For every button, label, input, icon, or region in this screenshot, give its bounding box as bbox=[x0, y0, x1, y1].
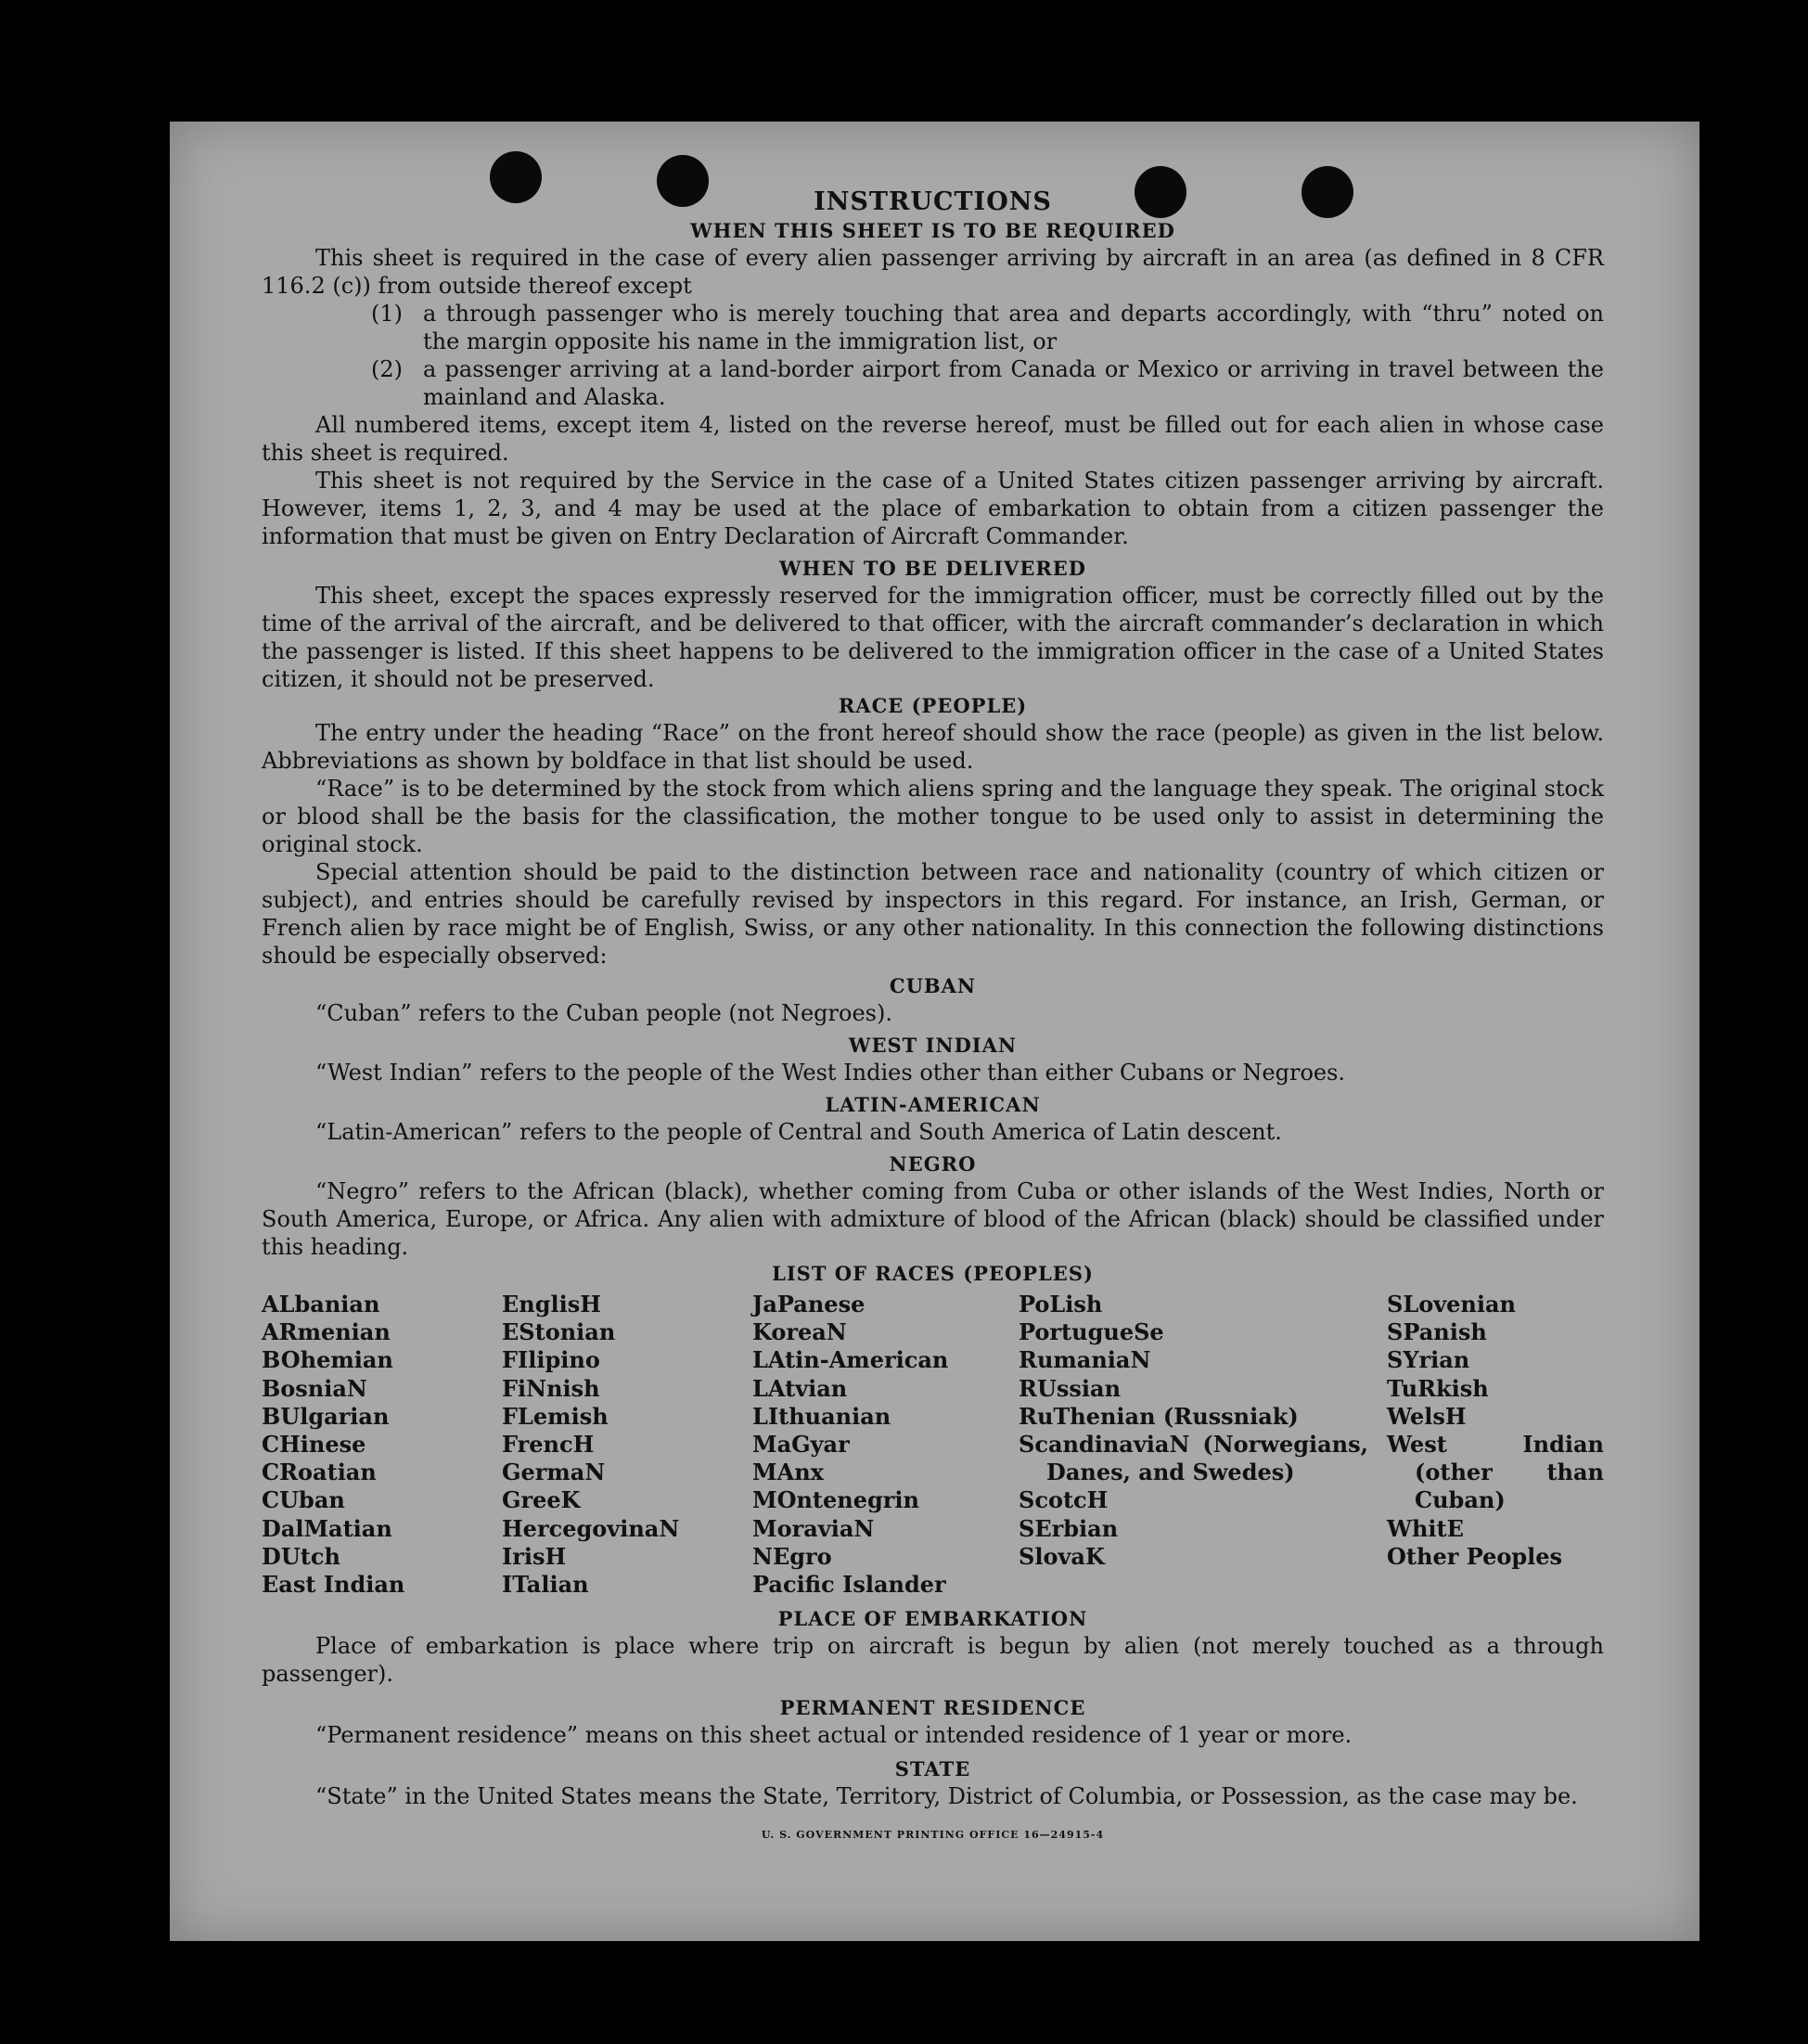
race-entry: ScotcH bbox=[1019, 1486, 1109, 1514]
paragraph: “State” in the United States means the State, Territory, District of Columbia, or Possession, as the case may be. bbox=[315, 1783, 1578, 1810]
section-heading: PERMANENT RESIDENCE bbox=[779, 1696, 1086, 1720]
race-entry: SYrian bbox=[1387, 1346, 1470, 1374]
paragraph: All numbered items, except item 4, listed on the reverse hereof, must be filled out for each alien in whose case this sheet is required. bbox=[262, 412, 1604, 466]
section-heading: LATIN-AMERICAN bbox=[825, 1093, 1041, 1116]
race-entry: FiNnish bbox=[502, 1374, 600, 1402]
race-entry: MAnx bbox=[752, 1459, 824, 1486]
races-column bbox=[752, 1291, 1019, 1599]
race-entry: ITalian bbox=[502, 1571, 589, 1599]
races-column bbox=[502, 1291, 752, 1599]
item-text: a passenger arriving at a land-border airport from Canada or Mexico or arriving in travel between the mainland and Alaska. bbox=[423, 356, 1604, 410]
race-entry: FLemish bbox=[502, 1402, 609, 1430]
paragraph: This sheet is required in the case of every alien passenger arriving by aircraft in an area (as defined in 8 CFR 116.2 (c)) from outside thereof except bbox=[262, 245, 1604, 299]
instructions-content bbox=[262, 186, 1604, 1849]
race-entry: CRoatian bbox=[262, 1459, 377, 1486]
race-entry: JaPanese bbox=[752, 1291, 866, 1318]
paragraph: “West Indian” refers to the people of the West Indies other than either Cubans or Negroes. bbox=[315, 1060, 1346, 1086]
race-entry: LAtin-American bbox=[752, 1346, 949, 1374]
race-entry: ARmenian bbox=[262, 1318, 391, 1346]
race-entry: West Indian (other than Cuban) bbox=[1387, 1431, 1604, 1514]
race-entry: WhitE bbox=[1387, 1514, 1464, 1542]
race-entry: BUlgarian bbox=[262, 1402, 390, 1430]
race-entry: ALbanian bbox=[262, 1291, 380, 1318]
document-sheet bbox=[170, 122, 1699, 1941]
race-entry: GermaN bbox=[502, 1459, 606, 1486]
race-entry: HercegovinaN bbox=[502, 1514, 680, 1542]
item-number: (2) bbox=[371, 356, 403, 382]
race-entry: NEgro bbox=[752, 1542, 832, 1570]
race-entry: IrisH bbox=[502, 1542, 567, 1570]
paragraph: “Cuban” refers to the Cuban people (not Negroes). bbox=[315, 1000, 892, 1026]
section-heading: NEGRO bbox=[889, 1152, 977, 1176]
race-entry: ScandinaviaN (Norwegians, Danes, and Swedes) bbox=[1019, 1431, 1368, 1486]
race-entry: RuThenian (Russniak) bbox=[1019, 1402, 1299, 1430]
paragraph: The entry under the heading “Race” on the front hereof should show the race (people) as given in the list below. Abbreviations as shown by boldface in that list should be used. bbox=[262, 720, 1604, 774]
paragraph: Special attention should be paid to the distinction between race and nationality (country of which citizen or subject), and entries should be carefully revised by inspectors in this regard. For instance, an Irish, German, or French alien by race might be of English, Swiss, or any other nationality. In this connection the following distinctions should be especially observed: bbox=[262, 859, 1604, 969]
race-entry: East Indian bbox=[262, 1571, 405, 1599]
race-entry: CUban bbox=[262, 1486, 345, 1514]
section-heading: WEST INDIAN bbox=[848, 1034, 1018, 1057]
races-column bbox=[262, 1291, 502, 1599]
race-entry: LIthuanian bbox=[752, 1402, 891, 1430]
race-entry: FIlipino bbox=[502, 1346, 600, 1374]
race-entry: KoreaN bbox=[752, 1318, 847, 1346]
race-entry: PortugueSe bbox=[1019, 1318, 1164, 1346]
paragraph: Place of embarkation is place where trip on aircraft is begun by alien (not merely touched as a through passenger). bbox=[262, 1633, 1604, 1688]
race-entry: SLovenian bbox=[1387, 1291, 1516, 1318]
paragraph: “Race” is to be determined by the stock from which aliens spring and the language they speak. The original stock or blood shall be the basis for the classification, the mother tongue to be used only to assist in determining the original stock. bbox=[262, 776, 1604, 857]
race-entry: DUtch bbox=[262, 1542, 340, 1570]
race-entry: MOntenegrin bbox=[752, 1486, 919, 1514]
item-number: (1) bbox=[371, 301, 403, 327]
races-list bbox=[262, 1291, 1604, 1599]
race-entry: BosniaN bbox=[262, 1374, 367, 1402]
race-entry: EStonian bbox=[502, 1318, 616, 1346]
paragraph: This sheet, except the spaces expressly reserved for the immigration officer, must be correctly filled out by the time of the arrival of the aircraft, and be delivered to that officer, with the aircraft commander’s declaration in which the passenger is listed. If this sheet happens to be delivered to the immigration officer in the case of a United States citizen, it should not be preserved. bbox=[262, 583, 1604, 692]
section-heading: CUBAN bbox=[889, 974, 977, 997]
section-heading: LIST OF RACES (PEOPLES) bbox=[772, 1262, 1094, 1285]
race-entry: EnglisH bbox=[502, 1291, 601, 1318]
race-entry: Pacific Islander bbox=[752, 1571, 946, 1599]
paragraph: “Negro” refers to the African (black), whether coming from Cuba or other islands of the West Indies, North or South America, Europe, or Africa. Any alien with admixture of blood of the African (black) should be classified under this heading. bbox=[262, 1178, 1604, 1260]
race-entry: Other Peoples bbox=[1387, 1542, 1563, 1570]
races-column bbox=[1019, 1291, 1387, 1599]
race-entry: SlovaK bbox=[1019, 1542, 1105, 1570]
list-item bbox=[371, 300, 1604, 355]
race-entry: MoraviaN bbox=[752, 1514, 875, 1542]
item-text: a through passenger who is merely touching that area and departs accordingly, with “thru” noted on the margin opposite his name in the immigration list, or bbox=[423, 301, 1604, 354]
page-title: INSTRUCTIONS bbox=[814, 187, 1052, 216]
race-entry: WelsH bbox=[1387, 1402, 1467, 1430]
race-entry: BOhemian bbox=[262, 1346, 393, 1374]
race-entry: RumaniaN bbox=[1019, 1346, 1151, 1374]
race-entry: RUssian bbox=[1019, 1374, 1122, 1402]
race-entry: MaGyar bbox=[752, 1431, 850, 1459]
race-entry: TuRkish bbox=[1387, 1374, 1489, 1402]
race-entry: DalMatian bbox=[262, 1514, 392, 1542]
section-heading: STATE bbox=[894, 1757, 971, 1781]
section-heading: WHEN THIS SHEET IS TO BE REQUIRED bbox=[690, 219, 1175, 242]
race-entry: PoLish bbox=[1019, 1291, 1103, 1318]
paragraph: “Permanent residence” means on this sheet actual or intended residence of 1 year or more. bbox=[315, 1722, 1353, 1749]
race-entry: GreeK bbox=[502, 1486, 581, 1514]
printer-imprint: U. S. GOVERNMENT PRINTING OFFICE 16—24915-4 bbox=[761, 1829, 1105, 1842]
race-entry: SPanish bbox=[1387, 1318, 1487, 1346]
race-entry: CHinese bbox=[262, 1431, 366, 1459]
race-entry: SErbian bbox=[1019, 1514, 1119, 1542]
list-item bbox=[371, 355, 1604, 411]
paragraph: “Latin-American” refers to the people of Central and South America of Latin descent. bbox=[315, 1119, 1282, 1145]
races-column bbox=[1387, 1291, 1604, 1599]
section-heading: PLACE OF EMBARKATION bbox=[777, 1607, 1088, 1631]
race-entry: LAtvian bbox=[752, 1374, 848, 1402]
paragraph: This sheet is not required by the Service in the case of a United States citizen passenger arriving by aircraft. However, items 1, 2, 3, and 4 may be used at the place of embarkation to obtain from a citizen passenger the information that must be given on Entry Declaration of Aircraft Commander. bbox=[262, 468, 1604, 549]
section-heading: RACE (PEOPLE) bbox=[838, 694, 1028, 717]
race-entry: FrencH bbox=[502, 1431, 595, 1459]
section-heading: WHEN TO BE DELIVERED bbox=[778, 557, 1086, 580]
